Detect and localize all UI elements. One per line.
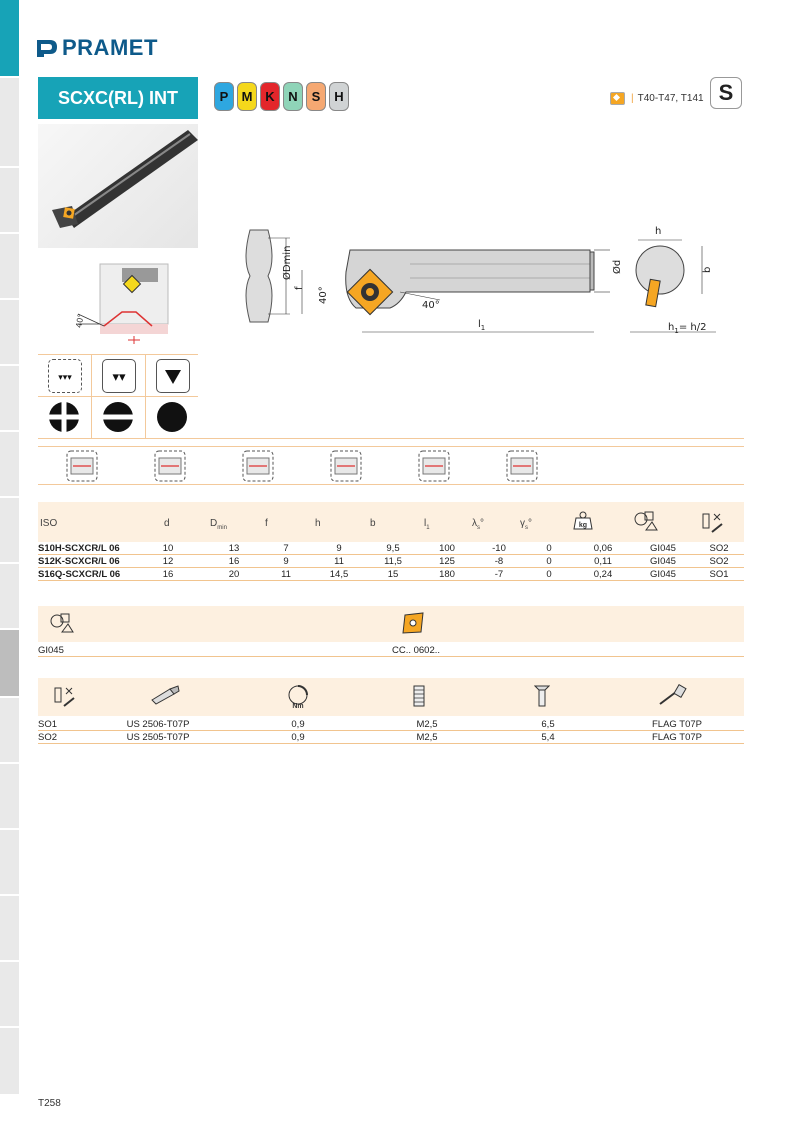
table-row bbox=[38, 568, 744, 581]
table-row bbox=[38, 555, 744, 568]
tool-technical-drawing bbox=[230, 220, 750, 350]
table-cell: 7 bbox=[260, 542, 312, 555]
table-cell: SO2 bbox=[694, 555, 744, 568]
table-cell: 15 bbox=[366, 568, 420, 581]
divider bbox=[38, 354, 198, 355]
operation-icon-3 bbox=[242, 450, 274, 482]
table-cell: 13 bbox=[208, 542, 260, 555]
side-tab[interactable] bbox=[0, 564, 19, 630]
side-tab[interactable] bbox=[0, 962, 19, 1028]
table-cell: 11 bbox=[312, 555, 366, 568]
table-cell: M2,5 bbox=[368, 718, 486, 731]
table-cell: 0 bbox=[524, 555, 574, 568]
insert-table-header bbox=[38, 606, 744, 642]
table-cell: GI045 bbox=[38, 644, 88, 657]
table-cell: 0 bbox=[524, 568, 574, 581]
material-badge-h: H bbox=[329, 82, 349, 111]
side-tab-active[interactable] bbox=[0, 0, 19, 78]
medium-cut-icon bbox=[102, 359, 136, 393]
table-cell: SO1 bbox=[38, 718, 88, 731]
side-tab-current[interactable] bbox=[0, 630, 19, 698]
divider bbox=[38, 446, 744, 447]
svg-text:▾▾: ▾▾ bbox=[112, 369, 126, 384]
page-number: T258 bbox=[38, 1098, 61, 1109]
torque-icon bbox=[284, 682, 312, 713]
table-cell: 20 bbox=[208, 568, 260, 581]
light-cut-icon bbox=[48, 359, 82, 393]
insert-ref-icon bbox=[50, 612, 74, 637]
material-badge-s: S bbox=[306, 82, 326, 111]
table-cell: 9,5 bbox=[366, 542, 420, 555]
table-cell: 0,24 bbox=[574, 568, 632, 581]
table-cell: FLAG T07P bbox=[610, 718, 744, 731]
side-tab[interactable] bbox=[0, 78, 19, 168]
grade-list: T40-T47, T141 bbox=[637, 93, 704, 104]
table-row bbox=[38, 542, 744, 555]
table-cell: 0,06 bbox=[574, 542, 632, 555]
table-cell: SO2 bbox=[694, 542, 744, 555]
table-cell: GI045 bbox=[632, 555, 694, 568]
divider bbox=[91, 354, 92, 438]
table-cell: GI045 bbox=[632, 542, 694, 555]
header-h: h bbox=[315, 518, 321, 529]
table-cell: 16 bbox=[208, 555, 260, 568]
divider bbox=[38, 484, 744, 485]
side-tab[interactable] bbox=[0, 432, 19, 498]
table-cell: US 2505-T07P bbox=[88, 731, 228, 744]
table-cell: 5,4 bbox=[486, 731, 610, 744]
parts-table-header bbox=[38, 678, 744, 716]
product-photo bbox=[38, 124, 198, 248]
operation-icon-6 bbox=[506, 450, 538, 482]
grade-info bbox=[610, 92, 704, 105]
table-row bbox=[38, 718, 744, 731]
dmin-label: ØDmin bbox=[282, 245, 293, 280]
material-badge-p: P bbox=[214, 82, 234, 111]
table-row bbox=[38, 731, 744, 744]
table-cell: 10 bbox=[128, 542, 208, 555]
operation-icon-2 bbox=[154, 450, 186, 482]
heavy-cut-icon bbox=[156, 359, 190, 393]
table-cell: 9 bbox=[312, 542, 366, 555]
table-cell: 9 bbox=[260, 555, 312, 568]
interrupted-cut-icon bbox=[48, 401, 80, 433]
header-f: f bbox=[265, 518, 268, 529]
header-d: d bbox=[164, 518, 170, 529]
brand-logo bbox=[36, 36, 158, 60]
insert-data-table bbox=[38, 644, 744, 657]
table-cell: 0,9 bbox=[228, 718, 368, 731]
table-cell: 16 bbox=[128, 568, 208, 581]
table-cell: 100 bbox=[420, 542, 474, 555]
table-cell: S10H-SCXCR/L 06 bbox=[38, 542, 128, 555]
separator: | bbox=[631, 93, 634, 104]
side-tab[interactable] bbox=[0, 764, 19, 830]
partial-interrupted-icon bbox=[102, 401, 134, 433]
header-dmin: $D_{min}$ bbox=[210, 518, 227, 531]
svg-text:kg: kg bbox=[578, 522, 588, 529]
side-tab[interactable] bbox=[0, 366, 19, 432]
key-icon bbox=[658, 684, 688, 709]
header-iso: ISO bbox=[40, 518, 58, 529]
side-tab[interactable] bbox=[0, 896, 19, 962]
angle1-label: 40° bbox=[318, 286, 329, 304]
table-cell: 6,5 bbox=[486, 718, 610, 731]
material-badge-m: M bbox=[237, 82, 257, 111]
insert-ref-icon bbox=[634, 510, 658, 535]
side-tab[interactable] bbox=[0, 168, 19, 234]
divider bbox=[145, 354, 146, 438]
angle-label: 40° bbox=[74, 313, 86, 329]
operation-icon-4 bbox=[330, 450, 362, 482]
table-cell: 125 bbox=[420, 555, 474, 568]
product-title: SCXC(RL) INT bbox=[38, 77, 198, 119]
f-label: f bbox=[294, 286, 305, 290]
table-cell: S16Q-SCXCR/L 06 bbox=[38, 568, 128, 581]
table-cell: 14,5 bbox=[312, 568, 366, 581]
table-cell: SO1 bbox=[694, 568, 744, 581]
table-cell: FLAG T07P bbox=[610, 731, 744, 744]
header-l1: $l_1$ bbox=[424, 518, 430, 531]
l1-label: $l_1$ bbox=[478, 319, 486, 332]
thread-icon bbox=[412, 684, 426, 711]
side-tab[interactable] bbox=[0, 234, 19, 300]
table-cell: 12 bbox=[128, 555, 208, 568]
material-group-badge: S bbox=[710, 77, 742, 109]
pramet-logo-icon bbox=[36, 38, 58, 58]
table-cell: 180 bbox=[420, 568, 474, 581]
table-cell: CC.. 0602.. bbox=[88, 644, 744, 657]
header-gamma: $\gamma_s^\circ$ bbox=[520, 518, 532, 531]
operation-icon-5 bbox=[418, 450, 450, 482]
divider bbox=[38, 438, 744, 439]
table-cell: -10 bbox=[474, 542, 524, 555]
svg-text:▾▾▾: ▾▾▾ bbox=[58, 372, 72, 382]
spare-parts-icon bbox=[700, 510, 724, 537]
side-tab[interactable] bbox=[0, 1028, 19, 1096]
table-cell: S12K-SCXCR/L 06 bbox=[38, 555, 128, 568]
screw-icon bbox=[150, 684, 180, 709]
b-label: b bbox=[702, 266, 713, 273]
operation-icon-1 bbox=[66, 450, 98, 482]
h1-label: $h_1= h/2$ bbox=[668, 322, 707, 335]
d-label: Ød bbox=[612, 259, 623, 274]
table-cell: 0 bbox=[524, 542, 574, 555]
insert-icon bbox=[610, 92, 625, 105]
material-badges bbox=[214, 82, 349, 111]
parts-data-table bbox=[38, 718, 744, 744]
weight-icon bbox=[573, 510, 593, 533]
table-cell: 0,11 bbox=[574, 555, 632, 568]
h-label: h bbox=[655, 226, 662, 237]
side-tab[interactable] bbox=[0, 498, 19, 564]
mounting-detail-drawing bbox=[70, 258, 170, 348]
table-cell: -8 bbox=[474, 555, 524, 568]
screw-length-icon bbox=[534, 684, 550, 711]
side-tab[interactable] bbox=[0, 698, 19, 764]
main-table-header bbox=[38, 502, 744, 542]
header-b: b bbox=[370, 518, 376, 529]
continuous-cut-icon bbox=[156, 401, 188, 433]
header-lambda: $\lambda_s^\circ$ bbox=[472, 518, 484, 531]
table-cell: 11 bbox=[260, 568, 312, 581]
brand-name: PRAMET bbox=[62, 35, 158, 60]
table-cell: M2,5 bbox=[368, 731, 486, 744]
side-tab[interactable] bbox=[0, 830, 19, 896]
material-badge-k: K bbox=[260, 82, 280, 111]
side-tab[interactable] bbox=[0, 300, 19, 366]
insert-type-icon bbox=[402, 612, 426, 637]
divider bbox=[38, 396, 198, 397]
table-cell: US 2506-T07P bbox=[88, 718, 228, 731]
table-cell: SO2 bbox=[38, 731, 88, 744]
spare-parts-icon bbox=[52, 684, 76, 711]
material-badge-n: N bbox=[283, 82, 303, 111]
main-data-table bbox=[38, 542, 744, 581]
angle2-label: 40° bbox=[422, 300, 440, 311]
table-cell: 11,5 bbox=[366, 555, 420, 568]
table-cell: -7 bbox=[474, 568, 524, 581]
table-row bbox=[38, 644, 744, 657]
table-cell: 0,9 bbox=[228, 731, 368, 744]
svg-text:Nm: Nm bbox=[292, 703, 304, 710]
table-cell: GI045 bbox=[632, 568, 694, 581]
